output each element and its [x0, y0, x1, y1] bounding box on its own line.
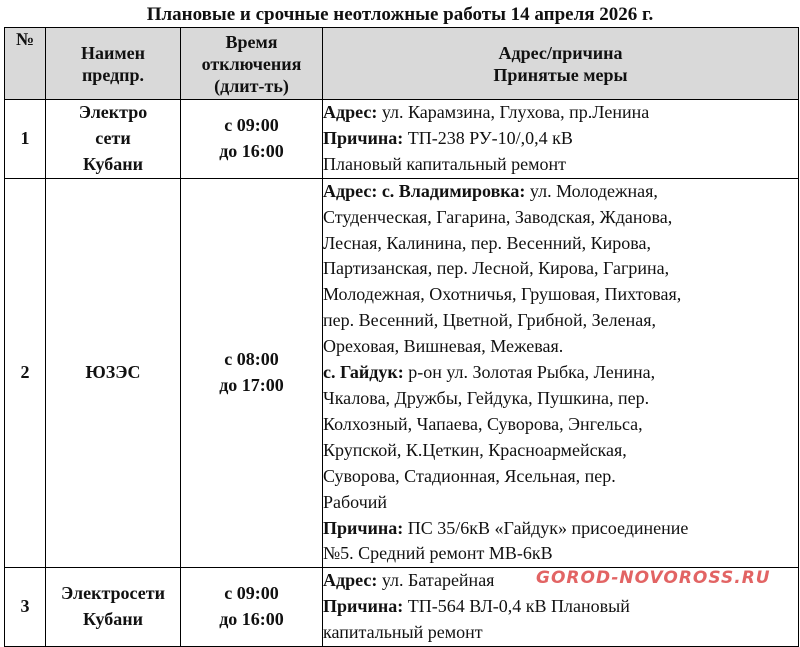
- organization-line: Электросети: [61, 583, 165, 604]
- address-label: Адрес:: [323, 102, 378, 122]
- header-number: №: [5, 28, 46, 100]
- organization-line: ЮЗЭС: [85, 362, 141, 383]
- cause-text: №5. Средний ремонт МВ-6кВ: [323, 543, 553, 564]
- street-list-line: Крупской, К.Цеткин, Красноармейская,: [323, 439, 627, 460]
- table-row: [5, 568, 799, 647]
- row-number: 2: [5, 178, 46, 568]
- street-list-line: Молодежная, Охотничья, Грушовая, Пихтовая,: [323, 284, 682, 305]
- time-line: до 16:00: [219, 609, 284, 630]
- village-label: с. Владимировка:: [377, 180, 526, 201]
- row-outage-time: [181, 178, 323, 568]
- measure-text: Плановый капитальный ремонт: [323, 153, 566, 174]
- outage-schedule-table: [4, 27, 799, 647]
- time-line: до 16:00: [219, 140, 284, 161]
- street-list-line: ул. Молодежная,: [525, 180, 658, 201]
- header-info-line: Адрес/причина: [498, 42, 623, 63]
- page-title: Плановые и срочные неотложные работы 14 апреля 2026 г.: [146, 4, 654, 25]
- row-address-reason: [323, 100, 799, 179]
- organization-line: Кубани: [82, 153, 144, 174]
- street-list-line: р-он ул. Золотая Рыбка, Ленина,: [403, 362, 656, 383]
- address-label: Адрес:: [323, 180, 378, 201]
- row-organization: [46, 178, 181, 568]
- row-organization: [46, 568, 181, 647]
- row-organization: [46, 100, 181, 179]
- cause-text: ПС 35/6кВ «Гайдук» присоединение: [403, 517, 689, 538]
- row-outage-time: [181, 100, 323, 179]
- header-address-reason: [323, 28, 799, 100]
- header-organization-line: предпр.: [81, 64, 145, 85]
- header-organization: [46, 28, 181, 100]
- street-list-line: Суворова, Стадионная, Ясельная, пер.: [323, 465, 616, 486]
- header-organization-line: Наимен: [81, 42, 145, 63]
- header-outage-time: [181, 28, 323, 100]
- site-watermark: GOROD-NOVOROSS.RU: [536, 568, 771, 588]
- cause-text: капитальный ремонт: [323, 622, 483, 643]
- time-line: с 08:00: [224, 349, 279, 370]
- street-list-line: пер. Весенний, Цветной, Грибной, Зеленая,: [323, 310, 657, 331]
- street-list-line: Рабочий: [323, 491, 388, 512]
- cause-text: ТП-564 ВЛ-0,4 кВ Плановый: [403, 596, 630, 617]
- time-line: до 17:00: [219, 375, 284, 396]
- address-label: Адрес:: [323, 570, 378, 591]
- organization-line: Электро: [78, 102, 148, 122]
- street-list-line: Студенческая, Гагарина, Заводская, Жданова,: [323, 206, 673, 227]
- address-text: ул. Батарейная: [377, 570, 495, 591]
- village-line: [323, 360, 798, 386]
- row-outage-time: [181, 568, 323, 647]
- organization-line: сети: [95, 127, 131, 148]
- header-info-line: Принятые меры: [493, 64, 628, 85]
- cause-label: Причина:: [323, 596, 404, 617]
- cause-label: Причина:: [323, 517, 404, 538]
- header-time-line: отключения: [201, 53, 302, 74]
- street-list-line: Чкалова, Дружбы, Гейдука, Пушкина, пер.: [323, 387, 650, 408]
- street-list-line: Ореховая, Вишневая, Межевая.: [323, 336, 564, 357]
- street-list-line: Лесная, Калинина, пер. Весенний, Кирова,: [323, 232, 652, 253]
- cause-label: Причина:: [323, 127, 404, 148]
- table-row: [5, 100, 799, 179]
- time-line: с 09:00: [224, 583, 279, 604]
- cause-line: [323, 126, 798, 152]
- table-header-row: [5, 28, 799, 100]
- table-row: [5, 178, 799, 568]
- street-list-line: Партизанская, пер. Лесной, Кирова, Гагрина,: [323, 258, 670, 279]
- time-line: с 09:00: [224, 114, 279, 135]
- row-address-reason: [323, 178, 799, 568]
- cause-line: [323, 594, 798, 620]
- street-list-line: Колхозный, Чапаева, Суворова, Энгельса,: [323, 413, 643, 434]
- address-text: ул. Карамзина, Глухова, пр.Ленина: [377, 102, 650, 122]
- address-line: [323, 568, 798, 594]
- header-time-line: Время: [225, 31, 278, 52]
- village-label: с. Гайдук:: [323, 362, 404, 383]
- address-line: [323, 179, 798, 205]
- row-number: 1: [5, 100, 46, 179]
- header-time-line: (длит-ть): [214, 75, 289, 96]
- organization-line: Кубани: [82, 609, 144, 630]
- address-line: [323, 100, 798, 126]
- cause-text: ТП-238 РУ-10/,0,4 кВ: [403, 127, 573, 148]
- row-address-reason: [323, 568, 799, 647]
- cause-line: [323, 516, 798, 542]
- row-number: 3: [5, 568, 46, 647]
